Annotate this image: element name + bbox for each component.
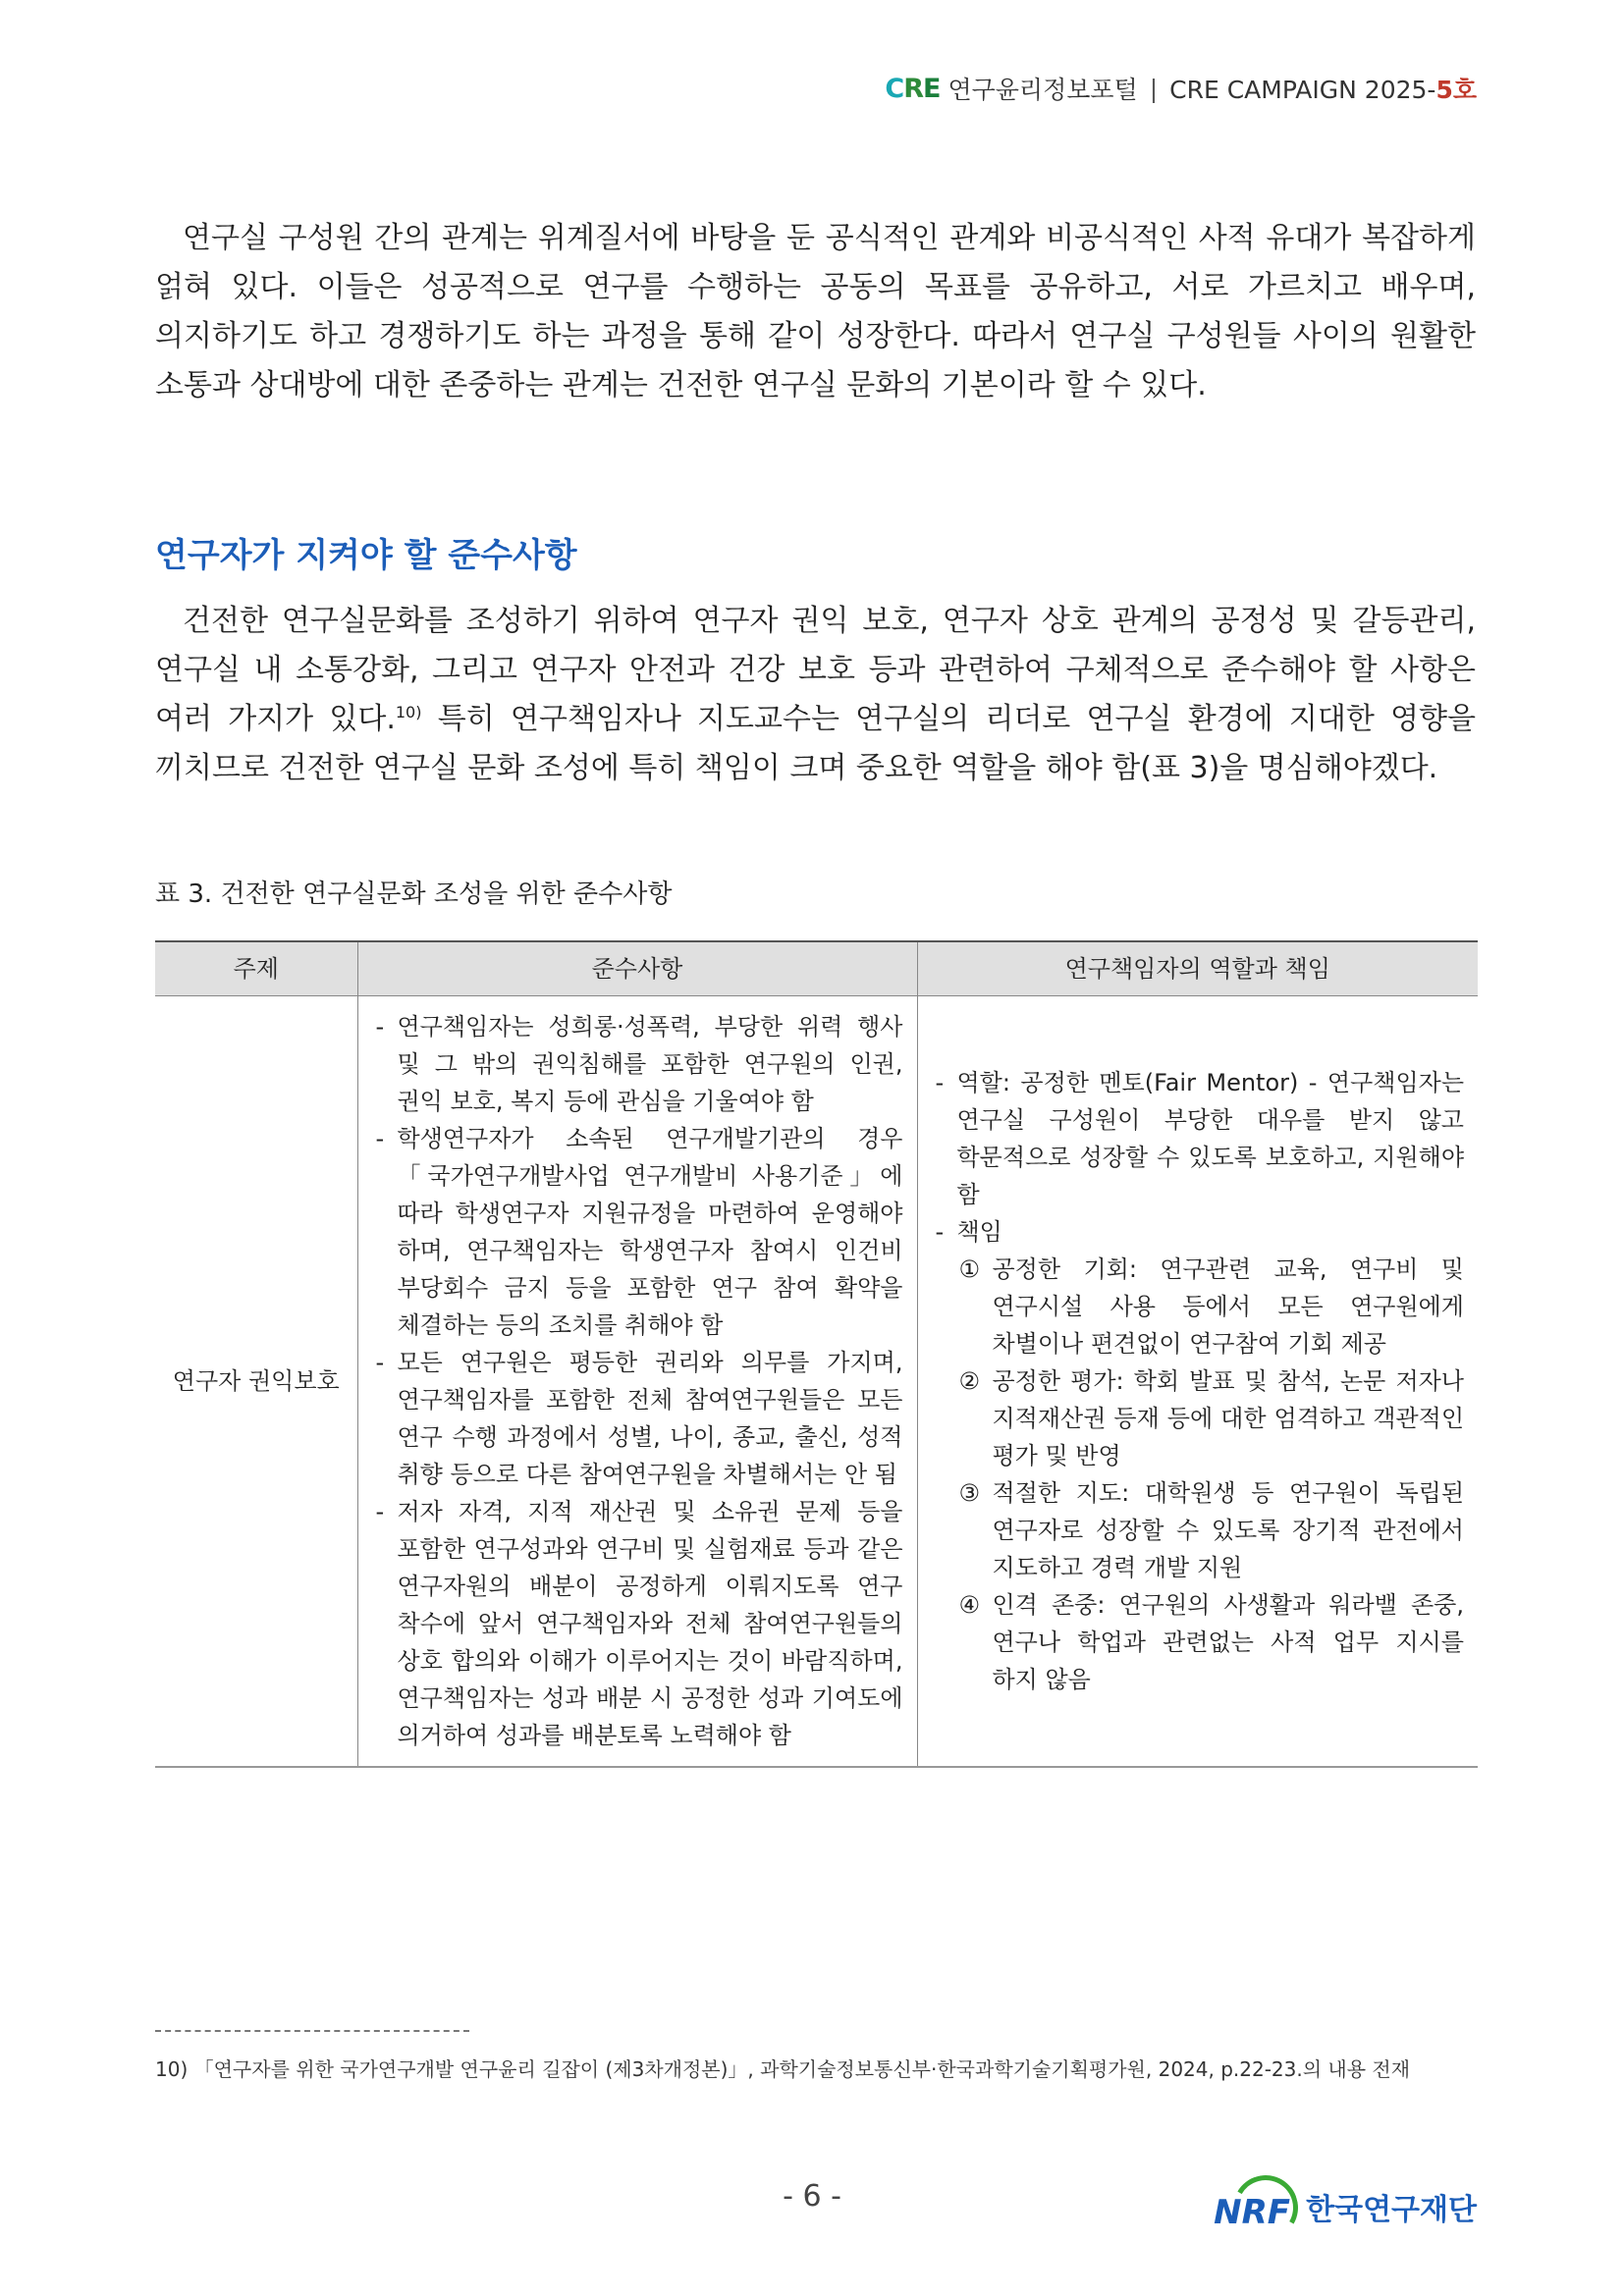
section-paragraph: 건전한 연구실문화를 조성하기 위하여 연구자 권익 보호, 연구자 상호 관계의 공정성 및 갈등관리, 연구실 내 소통강화, 그리고 연구자 안전과 건강 보호 등과 관련하여 구체적으로 준수해야 할 사항은 여러 가지가 있다.$^{10)}$ 특히 연구책임자나 지도교수는 연구실의 리더로 연구실 환경에 지대한 영향을 끼치므로 건전한 연구실 문화 조성에 특히 책임이 크며 중요한 역할을 해야 함(표 3)을 명심해야겠다. <box>155 604 1476 785</box>
table-caption: 표 3. 건전한 연구실문화 조성을 위한 준수사항 <box>155 880 673 909</box>
responsibility-item: ③ 적절한 지도: 대학원생 등 연구원이 독립된 연구자로 성장할 수 있도록 장기적 관전에서 지도하고 경력 개발 지원 <box>958 1479 1464 1581</box>
role-cell <box>917 996 1478 1768</box>
responsibility-item: ② 공정한 평가: 학회 발표 및 참석, 논문 저자나 지적재산권 등재 등에 대한 엄격하고 객관적인 평가 및 반영 <box>958 1367 1464 1469</box>
cre-logo: CRE <box>885 73 941 104</box>
page-header <box>885 71 1477 106</box>
header-role: 연구책임자의 역할과 책임 <box>917 941 1478 996</box>
nrf-mark-icon: NRF <box>1214 2181 1292 2232</box>
role-item: - 역할: 공정한 멘토(Fair Mentor) - 연구책임자는 연구실 구성원이 부당한 대우를 받지 않고 학문적으로 성장할 수 있도록 보호하고, 지원해야 함 <box>932 1064 1465 1213</box>
table-header-row <box>155 941 1478 996</box>
table-row <box>155 996 1478 1768</box>
footnote-ref: 10) <box>395 703 422 721</box>
intro-paragraph: 연구실 구성원 간의 관계는 위계질서에 바탕을 둔 공식적인 관계와 비공식적인 사적 유대가 복잡하게 얽혀 있다. 이들은 성공적으로 연구를 수행하는 공동의 목표를 공유하고, 서로 가르치고 배우며, 의지하기도 하고 경쟁하기도 하는 과정을 통해 같이 성장한다. 따라서 연구실 구성원들 사이의 원활한 소통과 상대방에 대한 존중하는 관계는 건전한 연구실 문화의 기본이라 할 수 있다. <box>155 221 1476 402</box>
org-name: 한국연구재단 <box>1306 2193 1477 2227</box>
portal-name: 연구윤리정보포털 <box>947 76 1138 104</box>
section-title: 연구자가 지켜야 할 준수사항 <box>155 536 577 575</box>
responsibility-label: - 책임 <box>932 1213 1465 1251</box>
header-topic: 주제 <box>155 941 357 996</box>
rules-cell <box>357 996 917 1768</box>
campaign-label: CRE CAMPAIGN 2025-5호 <box>1169 76 1477 104</box>
responsibility-item: ④ 인격 존중: 연구원의 사생활과 워라밸 존중, 연구나 학업과 관련없는 사적 업무 지시를 하지 않음 <box>958 1591 1464 1693</box>
footnote-divider <box>155 2030 469 2032</box>
footnote: 10) 「연구자를 위한 국가연구개발 연구윤리 길잡이 (제3차개정본)」, 과학기술정보통신부·한국과학기술기획평가원, 2024, p.22-23.의 내용 전재 <box>155 2057 1411 2081</box>
rule-item: - 학생연구자가 소속된 연구개발기관의 경우 「국가연구개발사업 연구개발비 사용기준」에 따라 학생연구자 지원규정을 마련하여 운영해야 하며, 연구책임자는 학생연구자 참여시 인건비 부당회수 금지 등을 포함한 연구 참여 확약을 체결하는 등의 조치를 취해야 함 <box>372 1120 903 1344</box>
rule-item: - 연구책임자는 성희롱·성폭력, 부당한 위력 행사 및 그 밖의 권익침해를 포함한 연구원의 인권, 권익 보호, 복지 등에 관심을 기울여야 함 <box>372 1008 903 1120</box>
header-separator: | <box>1149 74 1159 103</box>
header-rules: 준수사항 <box>357 941 917 996</box>
compliance-table <box>155 940 1478 1768</box>
nrf-logo <box>1214 2181 1477 2232</box>
rule-item: - 저자 자격, 지적 재산권 및 소유권 문제 등을 포함한 연구성과와 연구비 및 실험재료 등과 같은 연구자원의 배분이 공정하게 이뤄지도록 연구 착수에 앞서 연구책임자와 전체 참여연구원들의 상호 합의와 이해가 이루어지는 것이 바람직하며, 연구책임자는 성과 배분 시 공정한 성과 기여도에 의거하여 성과를 배분토록 노력해야 함 <box>372 1493 903 1754</box>
rule-item: - 모든 연구원은 평등한 권리와 의무를 가지며, 연구책임자를 포함한 전체 참여연구원들은 모든 연구 수행 과정에서 성별, 나이, 종교, 출신, 성적 취향 등으로 다른 참여연구원을 차별해서는 안 됨 <box>372 1344 903 1493</box>
responsibility-item: ① 공정한 기회: 연구관련 교육, 연구비 및 연구시설 사용 등에서 모든 연구원에게 차별이나 편견없이 연구참여 기회 제공 <box>958 1255 1464 1358</box>
topic-cell: 연구자 권익보호 <box>155 996 357 1768</box>
page-number: - 6 - <box>783 2179 841 2214</box>
